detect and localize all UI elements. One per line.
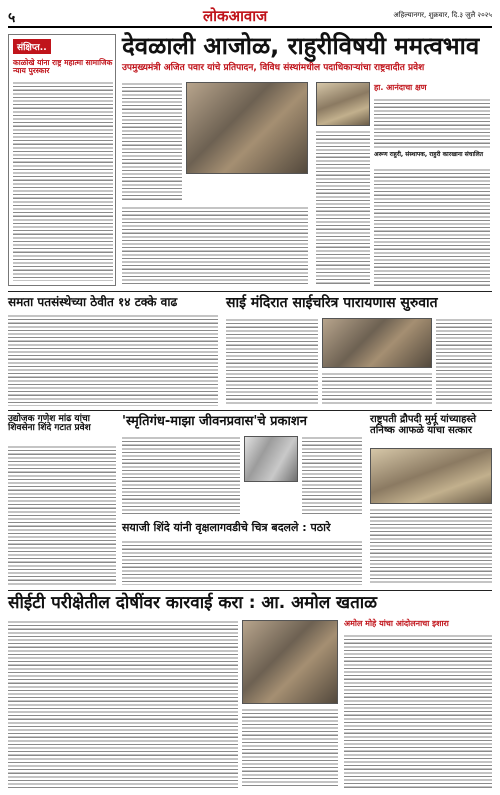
story-d-body-2	[302, 436, 362, 516]
story-h-headline: अमोल मोहे यांचा आंदोलनाचा इशारा	[344, 619, 449, 628]
lead-headline: देवळाली आजोळ, राहुरीविषयी ममत्वभाव	[122, 32, 480, 60]
story-c-body	[8, 445, 116, 585]
story-a-headline: समता पतसंस्थेच्या ठेवीत १४ टक्के वाढ	[8, 295, 178, 309]
brief-body-text	[13, 81, 113, 281]
brief-headline: काळोखे यांना राष्ट्र महात्मा सामाजिक न्याय पुरस्कार	[13, 58, 113, 75]
side-headline: हा. आनंदाचा क्षण	[374, 83, 427, 92]
story-g-body-2	[242, 708, 338, 788]
side-photo	[316, 82, 370, 126]
story-b-photo	[322, 318, 432, 368]
brief-column	[8, 34, 116, 286]
divider	[8, 410, 492, 411]
side-body-right-2	[374, 168, 490, 286]
dateline: अहिल्यानगर, शुक्रवार, दि.३ जुलै २०२५	[393, 11, 492, 19]
brief-label: संक्षिप्त..	[13, 39, 51, 54]
story-e-headline: राष्ट्रपती द्रौपदी मुर्मू यांच्याहस्ते तनिष्क आफळे यांचा सत्कार	[370, 414, 477, 436]
story-e-body	[370, 508, 492, 585]
story-b-headline: साई मंदिरात साईचरित्र पारायणास सुरुवात	[226, 295, 438, 311]
story-g-body-1	[8, 620, 238, 788]
story-c-headline: उद्योजक गणेश मांढ यांचा शिवसेना शिंदे गटात प्रवेश	[8, 414, 91, 434]
page-number: ५	[8, 10, 16, 26]
story-e-photo	[370, 448, 492, 504]
masthead	[8, 6, 492, 28]
side-byline: अरूण राहुरी, संस्थापक, राहुरी कारखाना संचालित	[374, 151, 484, 158]
paper-name-logo: लोकआवाज	[203, 7, 268, 25]
story-b-body-1	[226, 318, 318, 406]
story-h-body	[344, 634, 492, 788]
lead-photo	[186, 82, 308, 174]
story-b-body-2	[322, 372, 432, 406]
divider	[8, 590, 492, 591]
lead-body-row	[122, 206, 308, 286]
divider	[8, 291, 492, 292]
story-a-body	[8, 314, 218, 406]
story-g-photo	[242, 620, 338, 704]
story-g-headline: सीईटी परीक्षेतील दोषींवर कारवाई करा : आ. अमोल खताळ	[8, 593, 378, 613]
lead-subhead: उपमुख्यमंत्री अजित पवार यांचे प्रतिपादन, विविध संस्थांमधील पदाधिकाऱ्यांचा राष्ट्रवादीत प्रवेश	[122, 63, 425, 73]
story-d-body-1	[122, 436, 240, 516]
story-d-headline: 'स्मृतिगंध-माझा जीवनप्रवास'चे प्रकाशन	[122, 414, 307, 429]
side-body-left	[316, 130, 370, 286]
story-f-body	[122, 540, 362, 585]
story-f-headline: सयाजी शिंदे यांनी वृक्षलागवडीचे चित्र बदलले : पठारे	[122, 521, 331, 534]
story-d-photo	[244, 436, 298, 482]
lead-body-col-1	[122, 82, 182, 202]
side-body-right	[374, 98, 490, 150]
story-b-body-3	[436, 318, 492, 406]
